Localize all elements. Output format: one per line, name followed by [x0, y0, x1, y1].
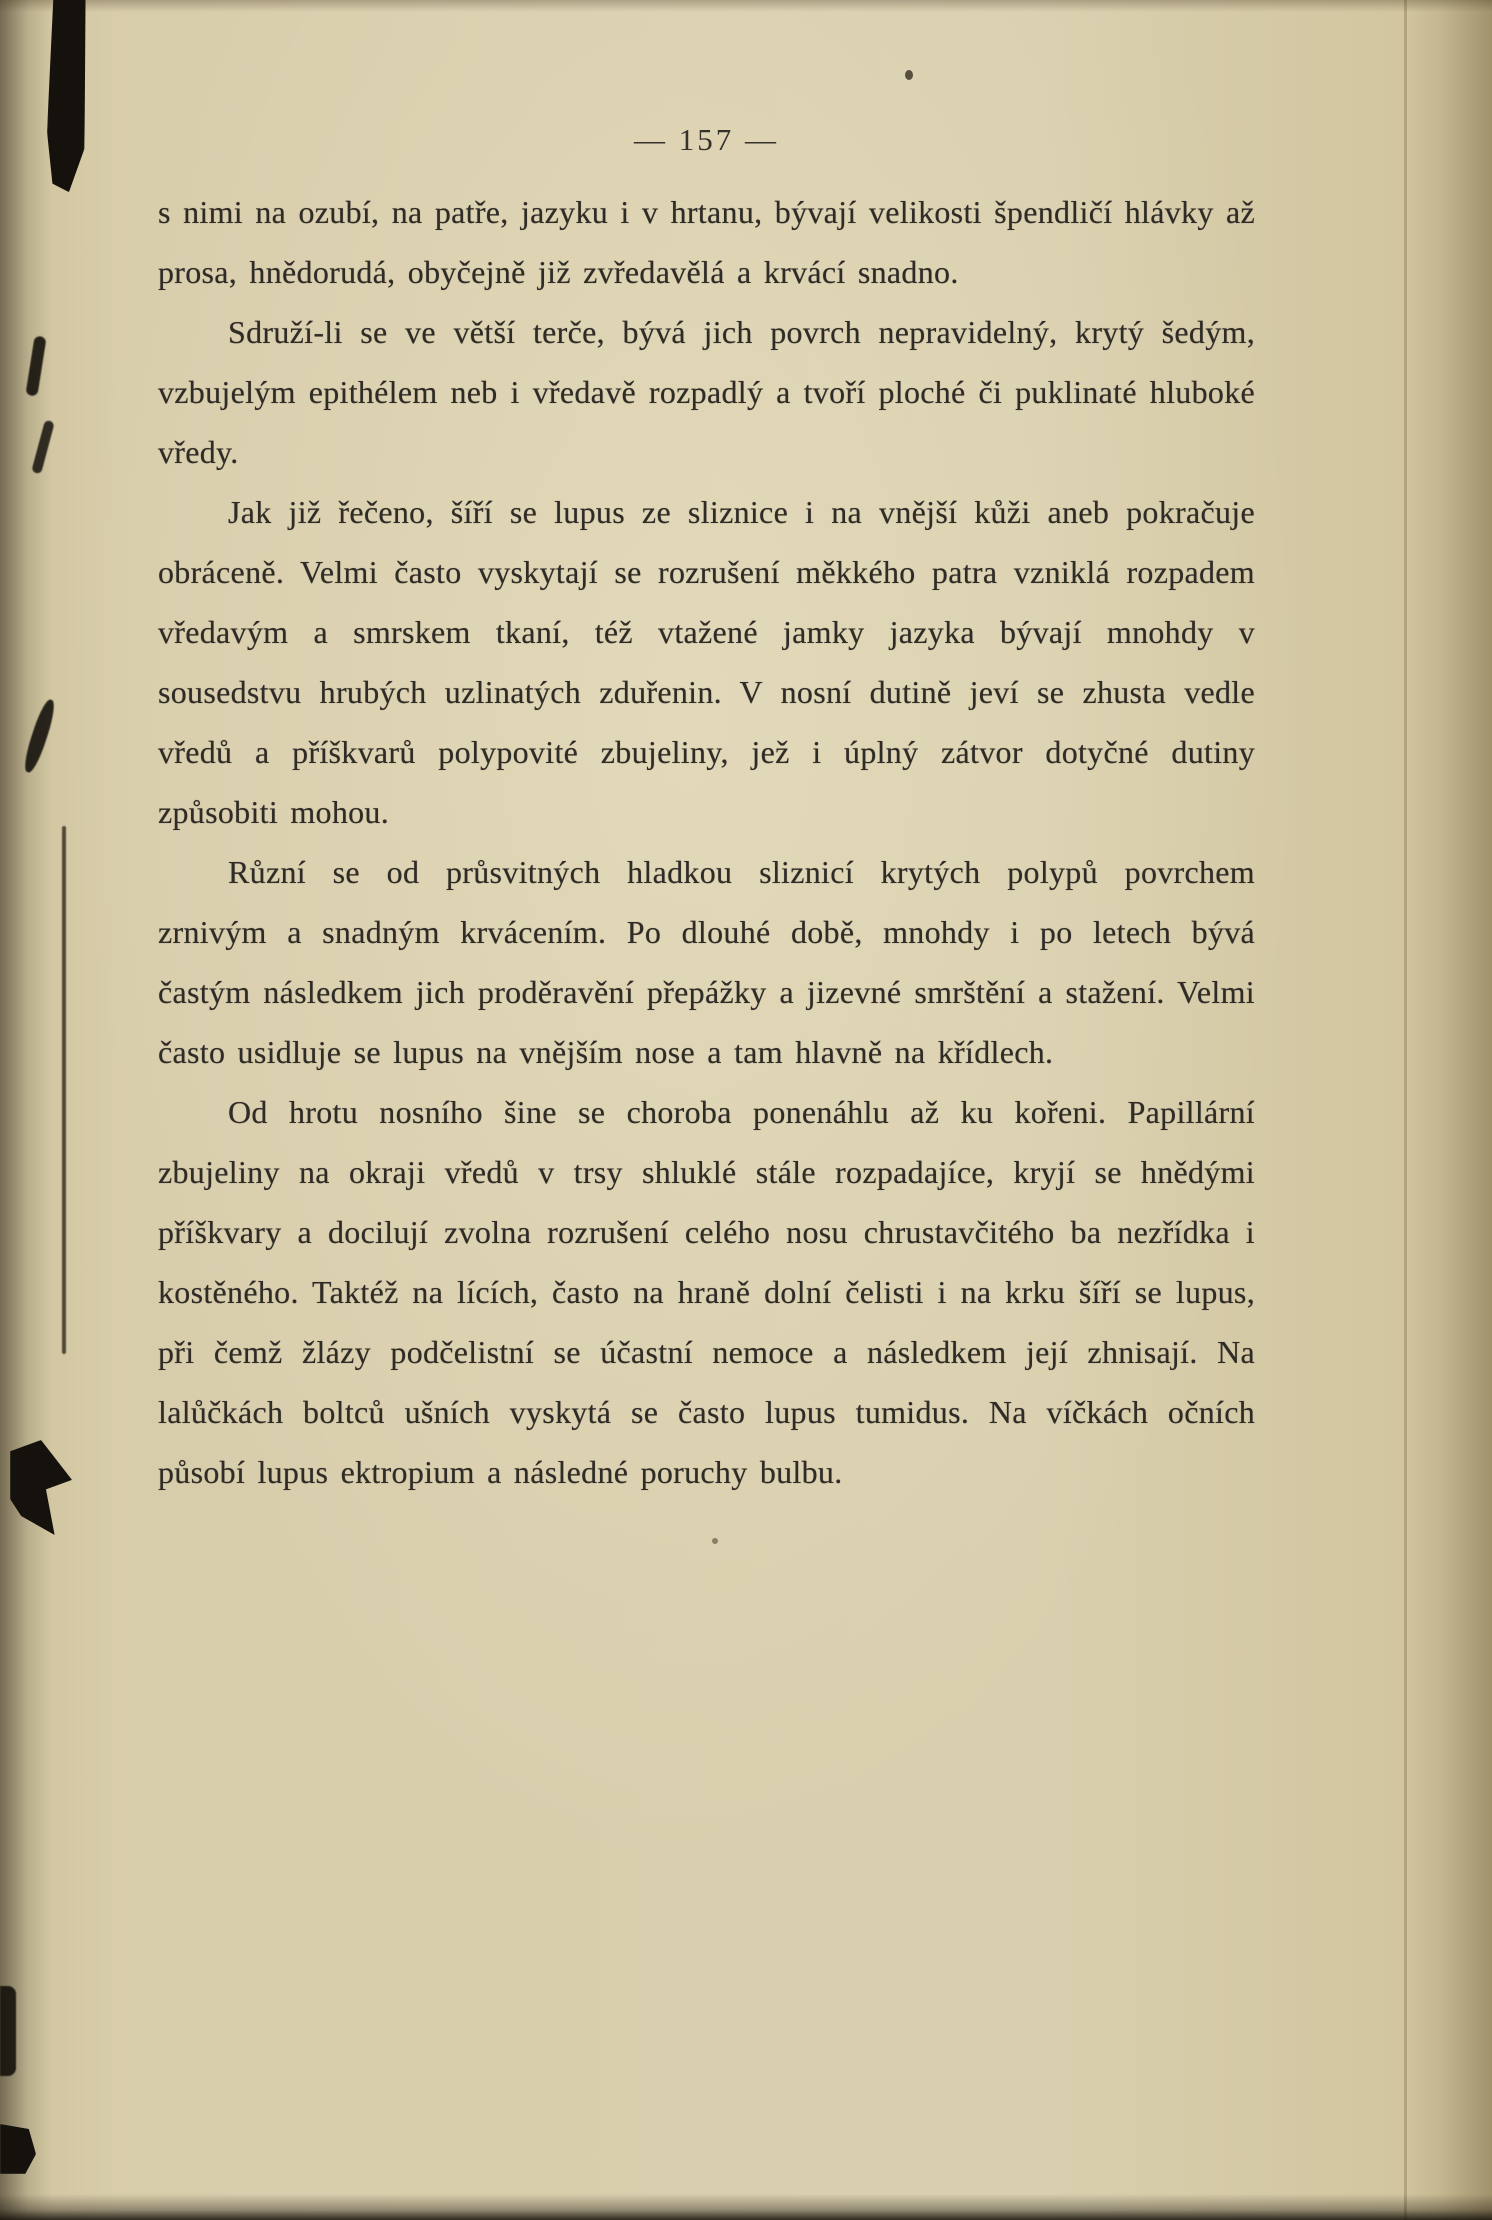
- page-edge-fold-line: [1404, 0, 1407, 2220]
- paragraph: Různí se od průsvitných hladkou sliznicí krytých polypů povrchem zrnivým a snadným krvácením. Po dlouhé době, mnohdy i po letech bývá častým následkem jich proděravění přepážky a jizevné smrštění a stažení. Velmi často usidluje se lupus na vnějším nose a tam hlavně na křídlech.: [158, 854, 1255, 1070]
- binding-shadow-left: [0, 0, 52, 2220]
- text-block: [158, 182, 1255, 1502]
- paper-speck: [712, 1538, 718, 1544]
- ink-mark-vertical-line: [62, 826, 66, 1354]
- page-edge-shadow-right: [1402, 0, 1492, 2220]
- ink-mark-dash: [25, 335, 46, 396]
- paragraph: Od hrotu nosního šine se choroba ponenáhlu až ku kořeni. Papillární zbujeliny na okraji vředů v trsy shluklé stále rozpadajíce, kryjí se hnědými příškvary a docilují zvolna rozrušení celého nosu chrustavčitého ba nezřídka i kostěného. Taktéž na lících, často na hraně dolní čelisti i na krku šíří se lupus, při čemž žlázy podčelistní se účastní nemoce a následkem její zhnisají. Na lalůčkách boltců ušních vyskytá se často lupus tumidus. Na víčkách očních působí lupus ektropium a následné poruchy bulbu.: [158, 1094, 1255, 1490]
- paragraph: s nimi na ozubí, na patře, jazyku i v hrtanu, bývají velikosti špendličí hlávky až prosa, hnědorudá, obyčejně již zvředavělá a krvácí snadno.: [158, 194, 1255, 290]
- ink-mark-top-left: [45, 0, 88, 192]
- ink-mark-dash: [31, 420, 55, 475]
- page-edge-shadow-top: [0, 0, 1492, 12]
- page-number: — 157 —: [634, 122, 779, 157]
- paper-speck: [905, 70, 913, 80]
- paragraph: Jak již řečeno, šíří se lupus ze sliznice i na vnější kůži aneb pokračuje obráceně. Velmi často vyskytají se rozrušení měkkého patra vzniklá rozpadem vředavým a smrskem tkaní, též vtažené jamky jazyka bývají mnohdy v sousedstvu hrubých uzlinatých zduřenin. V nosní dutině jeví se zhusta vedle vředů a příškvarů polypovité zbujeliny, jež i úplný zátvor dotyčné dutiny způsobiti mohou.: [158, 494, 1255, 830]
- paragraph: Sdruží-li se ve větší terče, bývá jich povrch nepravidelný, krytý šedým, vzbujelým epithélem neb i vředavě rozpadlý a tvoří ploché či puklinaté hluboké vředy.: [158, 314, 1255, 470]
- ink-mark-blot: [10, 1440, 72, 1535]
- ink-mark-stroke: [21, 698, 59, 775]
- page-edge-shadow-bottom: [0, 2194, 1492, 2220]
- ink-mark-bottom-left: [0, 2124, 36, 2174]
- ink-mark-edge: [0, 1986, 16, 2076]
